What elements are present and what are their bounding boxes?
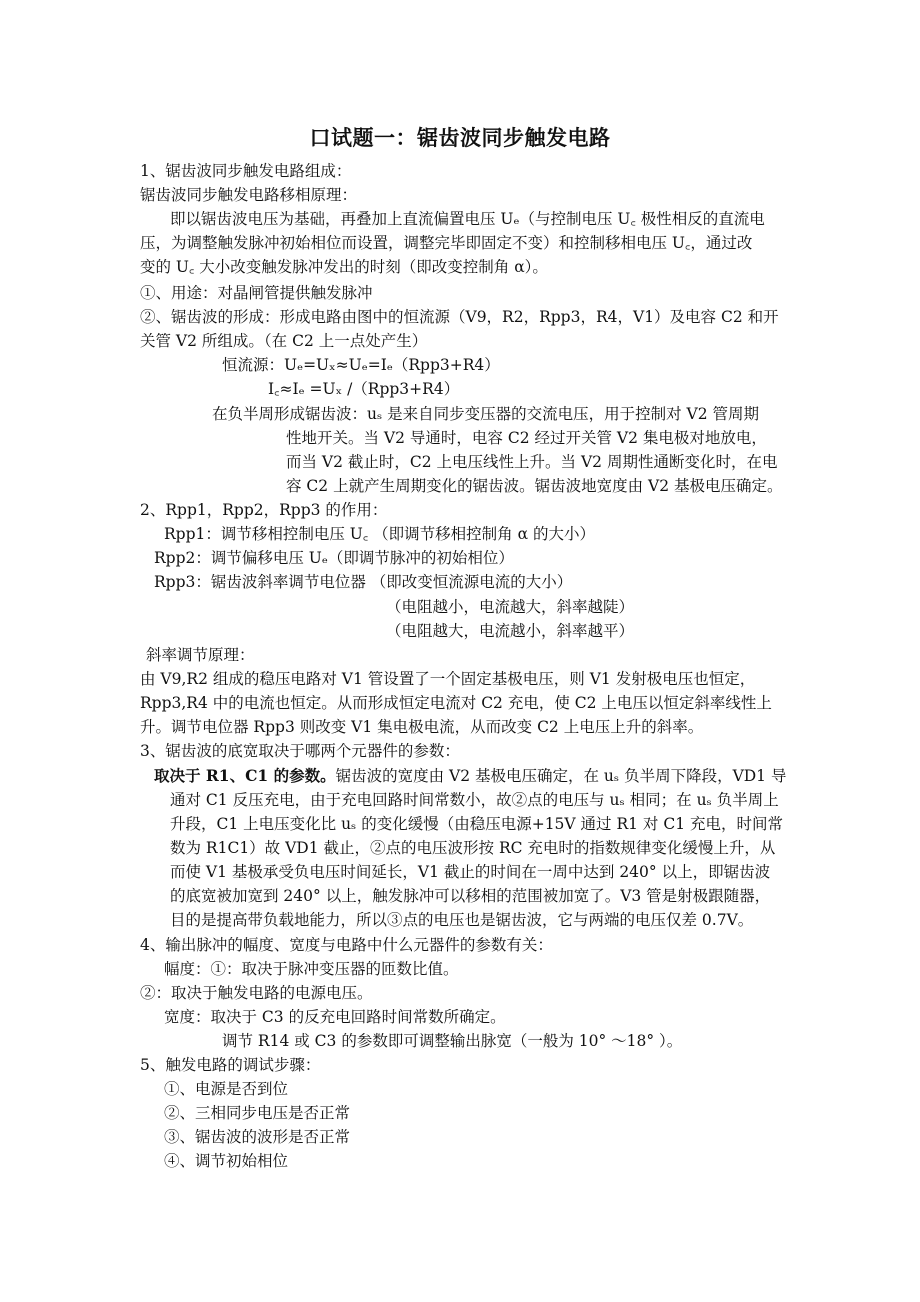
- section3-heading: 3、锯齿波的底宽取决于哪两个元器件的参数：: [140, 742, 460, 760]
- slope-para-line: 由 V9,R2 组成的稳压电路对 V1 管设置了一个固定基极电压，则 V1 发射极电压也恒定，: [140, 670, 756, 688]
- section1-para-line: 压，为调整触发脉冲初始相位而设置，调整完毕即固定不变）和控制移相电压 U꜀，通过改: [140, 234, 753, 252]
- slope-heading: 斜率调节原理：: [146, 646, 255, 664]
- section4-heading: 4、输出脉冲的幅度、宽度与电路中什么元器件的参数有关：: [140, 936, 553, 954]
- section1-subheading: 锯齿波同步触发电路移相原理：: [140, 186, 358, 204]
- section5-heading: 5、触发电路的调试步骤：: [140, 1056, 321, 1074]
- formation-line: 关管 V2 所组成。（在 C2 上一点处产生）: [140, 332, 428, 350]
- amplitude-line: ②：取决于触发电路的电源电压。: [140, 984, 373, 1002]
- step-item: ④、调节初始相位: [164, 1152, 289, 1170]
- section3-para-line: 升段，C1 上电压变化比 uₛ 的变化缓慢（由稳压电源+15V 通过 R1 对 C1 充电，时间常: [170, 815, 784, 833]
- section3-para-line: 的底宽被加宽到 240° 以上，触发脉冲可以移相的范围被加宽了。V3 管是射极跟随器，: [170, 887, 771, 905]
- slope-para-line: Rpp3,R4 中的电流也恒定。从而形成恒定电流对 C2 充电，使 C2 上电压以恒定斜率线性上: [140, 694, 772, 712]
- page-title: 口试题一：锯齿波同步触发电路: [309, 125, 611, 150]
- rpp3-note: （电阻越大，电流越小，斜率越平）: [386, 622, 635, 640]
- width-line: 调节 R14 或 C3 的参数即可调整输出脉宽（一般为 10° ～18° ）。: [222, 1032, 683, 1050]
- formula-line: I꜀≈Iₑ =Uₓ /（Rpp3+R4）: [268, 380, 460, 398]
- section3-para-first: 锯齿波的宽度由 V2 基极电压确定，在 uₛ 负半周下降段，VD1 导: [335, 767, 787, 785]
- section3-para-line: 目的是提高带负载地能力，所以③点的电压也是锯齿波，它与两端的电压仅差 0.7V。: [170, 911, 754, 929]
- negative-half-line: 在负半周形成锯齿波：uₛ 是来自同步变压器的交流电压，用于控制对 V2 管周期: [212, 405, 760, 423]
- section1-heading: 1、锯齿波同步触发电路组成：: [140, 162, 352, 180]
- section3-para-line: 而使 V1 基极承受负电压时间延长，V1 截止的时间在一周中达到 240° 以上，即锯齿波: [170, 863, 771, 881]
- negative-half-line: 容 C2 上就产生周期变化的锯齿波。锯齿波地宽度由 V2 基极电压确定。: [286, 477, 783, 495]
- rpp3-note: （电阻越小，电流越大，斜率越陡）: [386, 598, 635, 616]
- formation-line: ②、锯齿波的形成：形成电路由图中的恒流源（V9，R2，Rpp3，R4，V1）及电容 C2 和开: [140, 308, 779, 326]
- slope-para-line: 升。调节电位器 Rpp3 则改变 V1 集电极电流，从而改变 C2 上电压上升的斜率。: [140, 718, 704, 736]
- section3-first-line: [154, 765, 786, 789]
- step-item: ①、电源是否到位: [164, 1080, 289, 1098]
- rpp2-line: Rpp2：调节偏移电压 Uₑ（即调节脉冲的初始相位）: [154, 549, 514, 567]
- use-line: ①、用途：对晶闸管提供触发脉冲: [140, 284, 373, 302]
- negative-half-line: 性地开关。当 V2 导通时，电容 C2 经过开关管 V2 集电极对地放电，: [286, 429, 767, 447]
- step-item: ②、三相同步电压是否正常: [164, 1104, 351, 1122]
- step-item: ③、锯齿波的波形是否正常: [164, 1128, 351, 1146]
- formula-line: 恒流源：Uₑ=Uₓ≈Uₑ=Iₑ（Rpp3+R4）: [222, 356, 500, 374]
- section3-para-line: 通对 C1 反压充电，由于充电回路时间常数小，故②点的电压与 uₛ 相同；在 uₛ 负半周上: [170, 791, 779, 809]
- rpp1-line: Rpp1：调节移相控制电压 U꜀ （即调节移相控制角 α 的大小）: [164, 525, 595, 543]
- rpp3-line: Rpp3：锯齿波斜率调节电位器 （即改变恒流源电流的大小）: [154, 573, 573, 591]
- section3-bold-lead: 取决于 R1、C1 的参数。: [154, 766, 336, 785]
- section2-heading: 2、Rpp1，Rpp2，Rpp3 的作用：: [140, 501, 388, 519]
- amplitude-line: 幅度：①：取决于脉冲变压器的匝数比值。: [164, 960, 459, 978]
- section1-para-line: 变的 U꜀ 大小改变触发脉冲发出的时刻（即改变控制角 α）。: [140, 258, 548, 276]
- section3-para-line: 数为 R1C1）故 VD1 截止，②点的电压波形按 RC 充电时的指数规律变化缓慢上升，从: [170, 839, 776, 857]
- width-line: 宽度：取决于 C3 的反充电回路时间常数所确定。: [164, 1008, 506, 1026]
- section1-para-line: 即以锯齿波电压为基础，再叠加上直流偏置电压 Uₑ（与控制电压 U꜀ 极性相反的直流电: [170, 210, 765, 228]
- negative-half-line: 而当 V2 截止时，C2 上电压线性上升。当 V2 周期性通断变化时，在电: [286, 453, 778, 471]
